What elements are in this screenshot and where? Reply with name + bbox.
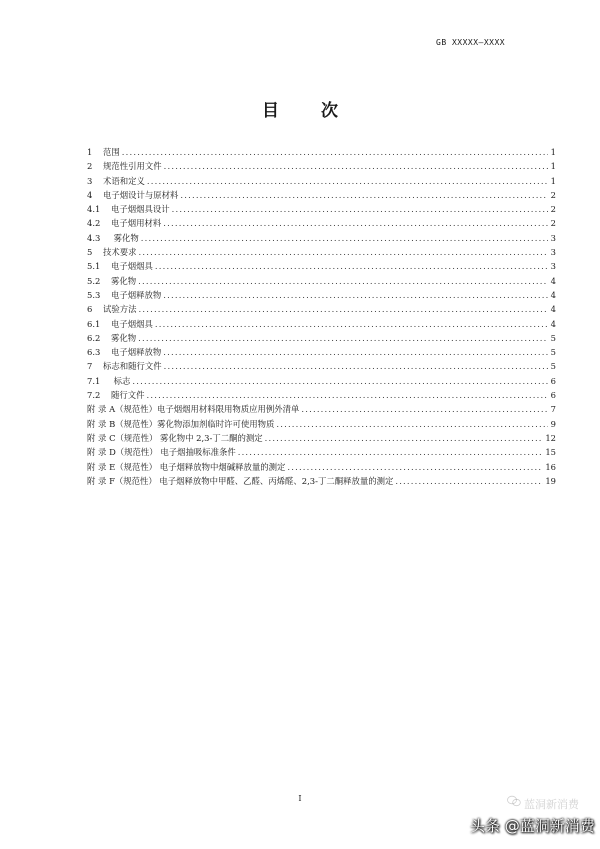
toc-dot-leader xyxy=(138,274,548,288)
toc-entry[interactable] xyxy=(87,317,556,331)
toc-entry[interactable] xyxy=(87,288,556,302)
toc-entry-title: 标志和随行文件 xyxy=(103,361,162,372)
toc-entry-page: 4 xyxy=(550,318,556,329)
page-title: 目 次 xyxy=(262,101,356,121)
toc-entry-number: 4.3 xyxy=(87,232,101,243)
toc-entry-number: 7.1 xyxy=(87,375,101,386)
toc-entry-page: 2 xyxy=(550,218,556,229)
toc-entry-title: 标志 xyxy=(111,375,131,386)
toc-entry-page: 12 xyxy=(545,432,556,443)
toc-entry-title: 技术要求 xyxy=(103,247,137,258)
standard-code: GB XXXXX—XXXX xyxy=(436,38,506,47)
toc-entry-number: 7.2 xyxy=(87,390,101,401)
toc-entry[interactable] xyxy=(87,202,556,216)
watermark-faint-text: 蓝洞新消费 xyxy=(524,798,579,811)
toc-entry-page: 15 xyxy=(545,447,556,458)
toc-dot-leader xyxy=(172,202,548,216)
toc-entry-title: 电子烟释放物 xyxy=(111,347,162,358)
toc-entry-title: 雾化物 xyxy=(111,275,137,286)
toc-entry-number: 1 xyxy=(87,147,93,157)
toc-entry-page: 16 xyxy=(545,461,556,472)
toc-dot-leader xyxy=(147,174,548,188)
toc-dot-leader xyxy=(265,431,544,445)
toc-dot-leader xyxy=(287,460,543,474)
toc-dot-leader xyxy=(132,374,548,388)
toc-entry-title: 附 录 E（规范性） 电子烟释放物中烟碱释放量的测定 xyxy=(87,461,286,472)
toc-dot-leader xyxy=(141,231,548,245)
toc-dot-leader xyxy=(395,474,543,488)
toc-entry-number: 6.2 xyxy=(87,332,101,343)
toc-dot-leader xyxy=(122,145,548,159)
toc-entry[interactable] xyxy=(87,259,556,273)
toc-entry-number: 3 xyxy=(87,175,93,186)
toc-entry-number: 4 xyxy=(87,189,93,200)
toc-entry-number: 2 xyxy=(87,161,93,172)
toc-entry-page: 7 xyxy=(550,404,556,415)
toc-dot-leader xyxy=(301,402,548,416)
toc-entry[interactable] xyxy=(87,145,556,159)
toc-entry-number: 4.1 xyxy=(87,204,101,215)
toc-entry[interactable] xyxy=(87,359,556,373)
toc-entry-title: 雾化物 xyxy=(111,232,139,243)
page-number: I xyxy=(298,794,302,803)
toc-entry[interactable] xyxy=(87,274,556,288)
toc-dot-leader xyxy=(139,302,549,316)
toc-entry-title: 电子烟释放物 xyxy=(111,289,162,300)
toc-entry-title: 附 录 C（规范性） 雾化物中 2,3-丁二酮的测定 xyxy=(87,432,263,443)
toc-entry-page: 4 xyxy=(550,275,556,286)
toc-entry[interactable] xyxy=(87,331,556,345)
toc-dot-leader xyxy=(164,159,548,173)
toc-dot-leader xyxy=(163,345,548,359)
toc-dot-leader xyxy=(180,188,548,202)
toc-entry-number: 4.2 xyxy=(87,218,101,229)
toc-entry[interactable] xyxy=(87,431,556,445)
toc-entry-title: 电子烟烟具 xyxy=(111,318,153,329)
toc-entry[interactable] xyxy=(87,174,556,188)
toc-entry-page: 4 xyxy=(550,304,556,315)
toc-dot-leader xyxy=(163,288,548,302)
toc-entry-page: 6 xyxy=(550,390,556,401)
toc-dot-leader xyxy=(155,317,548,331)
toc-entry[interactable] xyxy=(87,460,556,474)
toc-entry[interactable] xyxy=(87,445,556,459)
toc-entry[interactable] xyxy=(87,231,556,245)
toc-entry-title: 电子烟烟具 xyxy=(111,261,153,272)
toc-entry-title: 附 录 B（规范性）雾化物添加剂临时许可使用物质 xyxy=(87,418,275,429)
wechat-icon xyxy=(507,795,521,807)
toc-entry[interactable] xyxy=(87,216,556,230)
toc-entry-page: 6 xyxy=(550,375,556,386)
watermark: 头条 @蓝洞新消费 xyxy=(470,817,595,835)
toc-entry-page: 5 xyxy=(550,361,556,372)
toc-entry-page: 3 xyxy=(550,261,556,272)
toc-entry-page: 3 xyxy=(550,232,556,243)
toc-dot-leader xyxy=(238,445,544,459)
toc-entry-title: 电子烟设计与原材料 xyxy=(103,189,179,200)
toc-entry-title: 附 录 F（规范性） 电子烟释放物中甲醛、乙醛、丙烯醛、2,3-丁二酮释放量的测定 xyxy=(87,475,394,486)
toc-entry[interactable] xyxy=(87,245,556,259)
toc-entry-title: 电子烟烟具设计 xyxy=(111,204,170,215)
toc-entry[interactable] xyxy=(87,374,556,388)
toc-entry-page: 1 xyxy=(550,147,556,157)
toc-entry-title: 附 录 D（规范性） 电子烟抽吸标准条件 xyxy=(87,447,236,458)
toc-entry-page: 2 xyxy=(550,189,556,200)
toc-entry-page: 1 xyxy=(550,175,556,186)
toc-entry-page: 4 xyxy=(550,289,556,300)
toc-entry-number: 5.2 xyxy=(87,275,101,286)
toc-dot-leader xyxy=(276,417,548,431)
toc-entry-title: 电子烟用材料 xyxy=(111,218,162,229)
toc-entry[interactable] xyxy=(87,417,556,431)
toc-entry-page: 5 xyxy=(550,347,556,358)
toc-dot-leader xyxy=(155,259,548,273)
toc-entry[interactable] xyxy=(87,345,556,359)
toc-entry-number: 5.1 xyxy=(87,261,101,272)
toc-entry-number: 6 xyxy=(87,304,93,315)
toc-entry-number: 6.1 xyxy=(87,318,101,329)
toc-entry-page: 1 xyxy=(550,161,556,172)
toc-entry[interactable] xyxy=(87,388,556,402)
toc-dot-leader xyxy=(164,359,548,373)
toc-dot-leader xyxy=(139,245,549,259)
toc-entry-title: 试验方法 xyxy=(103,304,137,315)
toc-dot-leader xyxy=(147,388,549,402)
toc-dot-leader xyxy=(163,216,548,230)
toc-entry-title: 范围 xyxy=(103,147,120,157)
toc-entry-title: 附 录 A（规范性）电子烟烟用材料限用物质应用例外清单 xyxy=(87,404,300,415)
toc-entry-number: 5.3 xyxy=(87,289,101,300)
toc-entry-title: 随行文件 xyxy=(111,390,145,401)
toc-entry[interactable] xyxy=(87,159,556,173)
toc-entry-page: 3 xyxy=(550,247,556,258)
toc-entry-page: 2 xyxy=(550,204,556,215)
toc-entry[interactable] xyxy=(87,402,556,416)
toc-entry-page: 5 xyxy=(550,332,556,343)
toc-entry-number: 7 xyxy=(87,361,93,372)
toc-entry-page: 9 xyxy=(550,418,556,429)
toc-entry-title: 术语和定义 xyxy=(103,175,145,186)
toc-entry[interactable] xyxy=(87,302,556,316)
toc-entry[interactable] xyxy=(87,188,556,202)
toc-entry-title: 雾化物 xyxy=(111,332,137,343)
toc-entry-page: 19 xyxy=(545,475,556,486)
toc-dot-leader xyxy=(138,331,548,345)
toc-entry-number: 6.3 xyxy=(87,347,101,358)
table-of-contents xyxy=(87,145,556,488)
toc-entry-title: 规范性引用文件 xyxy=(103,161,162,172)
toc-entry-number: 5 xyxy=(87,247,93,258)
toc-entry[interactable] xyxy=(87,474,556,488)
